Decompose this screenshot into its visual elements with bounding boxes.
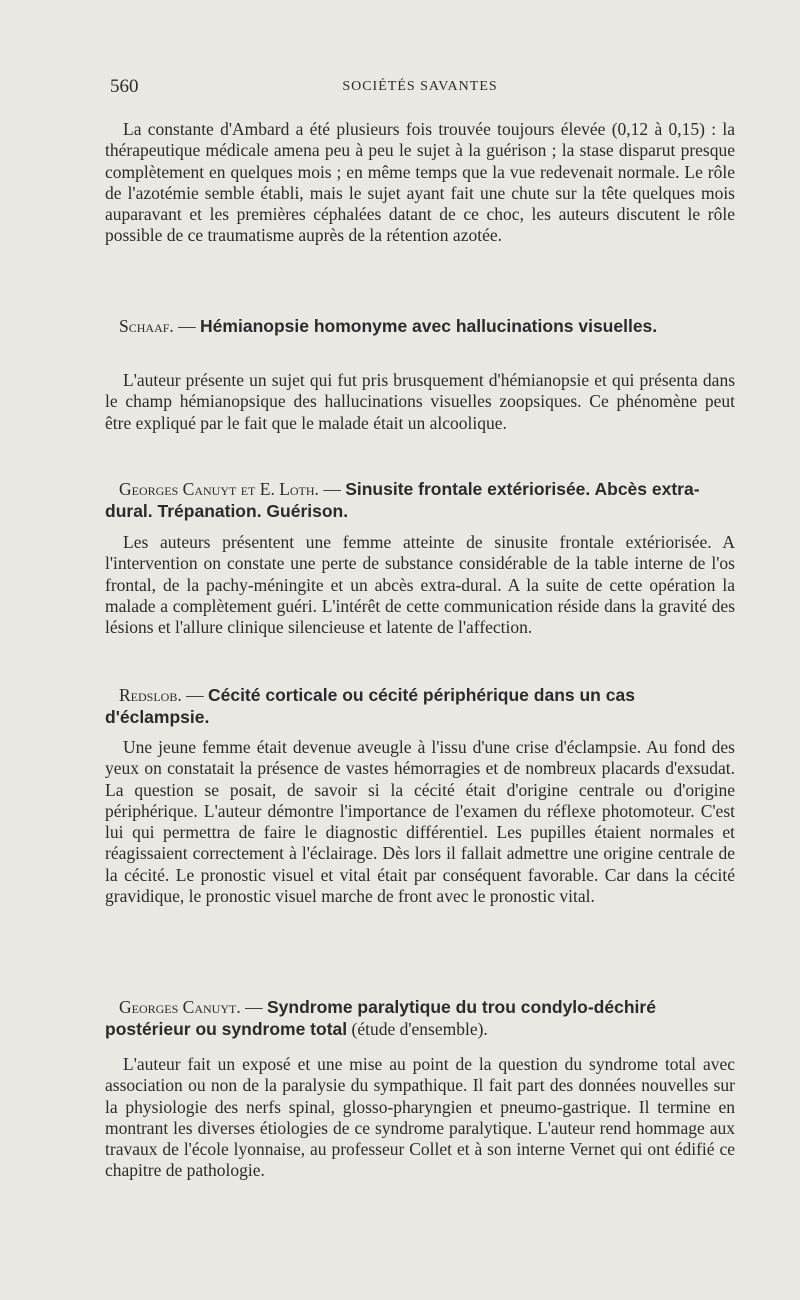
section-dash: — xyxy=(240,997,267,1017)
section-body-text: Une jeune femme était devenue aveugle à l'issu d'une crise d'éclampsie. Au fond des yeux on constatait la présence de vastes hémorragies et de nombreux placards d'exsudat. La question se posait, de savoir si la cécité était d'origine centrale ou d'origine périphérique. L'auteur démontre l'importance de l'examen du réflexe photomoteur. C'est lui qui permettra de faire le diagnostic différentiel. Les pupilles étaient normales et réagissaient correctement à l'éclairage. Dès lors il fallait admettre une origine centrale de la cécité. Le pronostic visuel et vital était par conséquent favorable. Car dans la cécité gravidique, le pronostic visuel marche de front avec le pronostic vital. xyxy=(105,737,735,907)
section-body-text: L'auteur présente un sujet qui fut pris brusquement d'hémianopsie et qui présenta dans le champ hémianopsique des hallucinations visuelles zoopsiques. Ce phénomène peut être expliqué par le fait que le malade était un alcoolique. xyxy=(105,370,735,433)
section-heading-4 xyxy=(105,996,735,1040)
section-body-text: Les auteurs présentent une femme atteinte de sinusite frontale extériorisée. A l'intervention on constate une perte de substance considérable de la table interne de l'os frontal, de la pachy-méningite et un abcès extra-dural. A la suite de cette opération la malade a complètement guéri. L'intérêt de cette communication réside dans la gravité des lésions et l'allure clinique silencieuse et latente de l'affection. xyxy=(105,532,735,638)
page-number: 560 xyxy=(110,76,139,97)
section-title: Cécité corticale ou cécité périphérique dans un cas d'éclampsie. xyxy=(105,685,635,727)
section-dash: — xyxy=(318,479,346,499)
section-body-text: L'auteur fait un exposé et une mise au point de la question du syndrome total avec association ou non de la paralysie du sympathique. Il fait part des données nouvelles sur la physiologie des nerfs spinal, glosso-pharyngien et pneumo-gastrique. Il termine en montrant les diverses étiologies de ce syndrome paralytique. L'auteur rend hommage aux travaux de l'école lyonnaise, au professeur Collet et à son interne Vernet qui ont édifié ce chapitre de pathologie. xyxy=(105,1054,735,1181)
intro-paragraph-block xyxy=(105,119,735,247)
section-title: Syndrome paralytique du trou condylo-déchiré postérieur ou syndrome total xyxy=(105,997,656,1039)
section-author: Georges Canuyt et E. Loth. xyxy=(119,479,319,499)
page-header xyxy=(110,76,730,100)
section-title: Sinusite frontale extériorisée. Abcès extra-dural. Trépanation. Guérison. xyxy=(105,479,700,521)
section-dash: — xyxy=(181,685,208,705)
section-title: Hémianopsie homonyme avec hallucinations visuelles. xyxy=(200,316,658,336)
section-heading-2 xyxy=(105,478,735,522)
section-author: Redslob. xyxy=(119,685,182,705)
section-body-1 xyxy=(105,370,735,434)
section-author: Georges Canuyt. xyxy=(119,997,241,1017)
section-author: Schaaf. xyxy=(119,316,174,336)
section-title-suffix: (étude d'ensemble). xyxy=(347,1019,488,1039)
section-body-4 xyxy=(105,1054,735,1182)
intro-paragraph: La constante d'Ambard a été plusieurs fois trouvée toujours élevée (0,12 à 0,15) : la thérapeutique médicale amena peu à peu le sujet à la guérison ; la stase disparut presque complètement en quelques mois ; en même temps que la vue redevenait normale. Le rôle de l'azotémie semble établi, mais le sujet ayant fait une chute sur la tête quelques mois auparavant et les premières céphalées datant de ce choc, les auteurs discutent le rôle possible de ce traumatisme auprès de la rétention azotée. xyxy=(105,119,735,246)
section-heading-1 xyxy=(105,315,735,337)
section-heading-3 xyxy=(105,684,735,728)
section-dash: — xyxy=(173,316,201,336)
section-body-3 xyxy=(105,737,735,907)
running-head: SOCIÉTÉS SAVANTES xyxy=(342,79,498,94)
section-body-2 xyxy=(105,532,735,638)
